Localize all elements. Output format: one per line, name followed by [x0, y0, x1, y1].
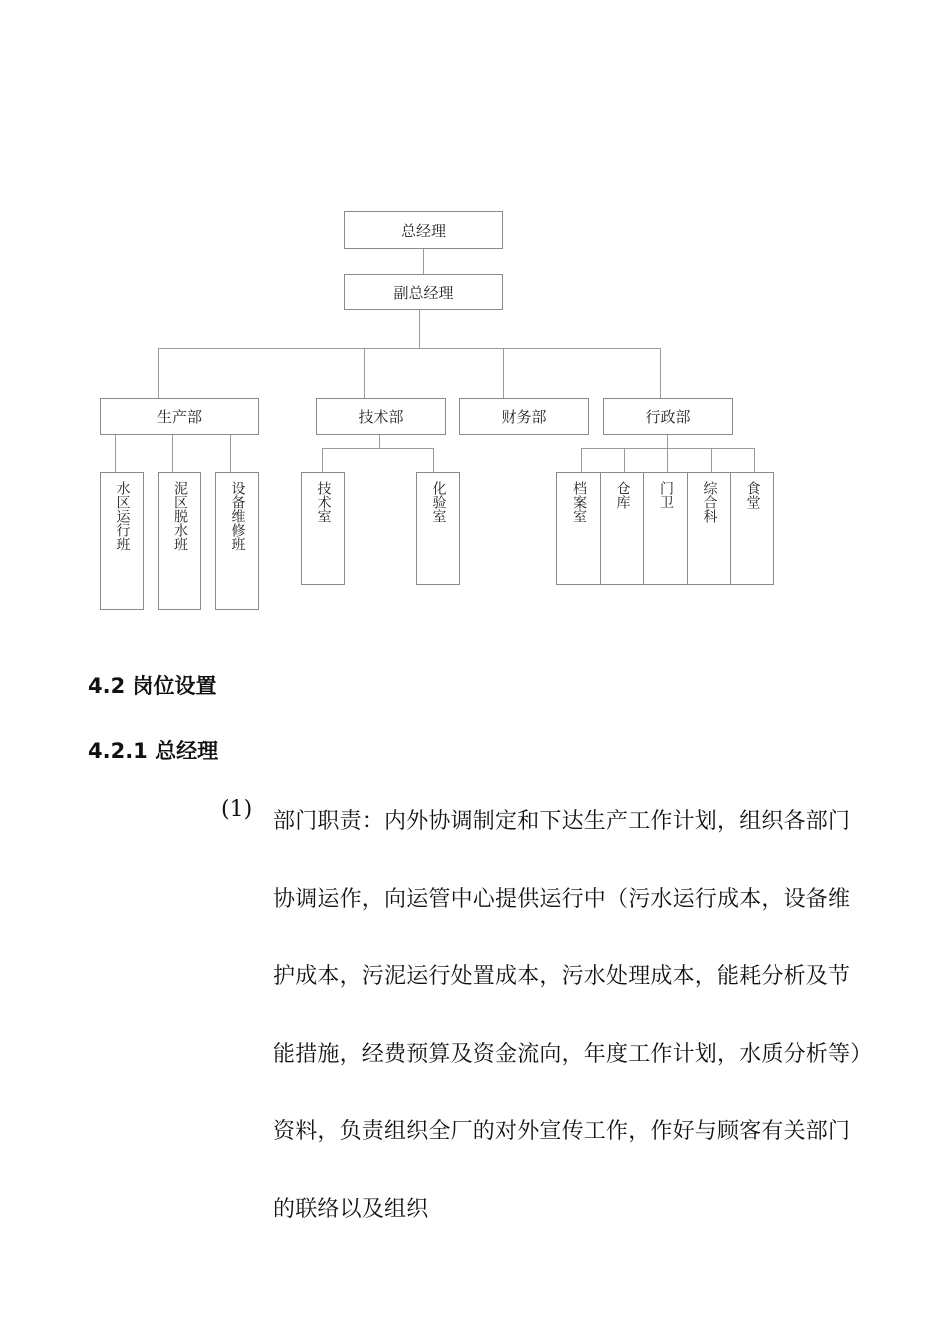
- connector: [433, 448, 434, 472]
- list-item-text: 部门职责：内外协调制定和下达生产工作计划，组织各部门协调运作，向运管中心提供运行中（污水运行成本，设备维护成本，污泥运行处置成本，污水处理成本，能耗分析及节能措施，经费预算及资金流向，年度工作计划，水质分析等）资料，负责组织全厂的对外宣传工作，作好与顾客有关部门的联络以及组织: [273, 809, 862, 1222]
- connector: [364, 348, 365, 398]
- connector: [230, 435, 231, 472]
- unit-label: 综合科: [701, 481, 718, 523]
- connector: [711, 448, 712, 472]
- node-tech-dept: [316, 398, 446, 435]
- connector: [158, 348, 661, 349]
- node-label: 财务部: [501, 408, 547, 426]
- node-label: 副总经理: [393, 283, 454, 302]
- node-label: 总经理: [400, 221, 446, 240]
- unit-tech-office: [301, 472, 345, 585]
- unit-guard: [643, 472, 688, 585]
- unit-label: 技术室: [315, 481, 332, 523]
- node-label: 技术部: [358, 408, 404, 426]
- node-deputy-manager: [344, 274, 503, 310]
- unit-label: 食堂: [744, 481, 761, 509]
- subsection-heading: 4.2.1 总经理: [88, 739, 219, 763]
- node-admin-dept: [603, 398, 733, 435]
- node-finance-dept: [459, 398, 589, 435]
- connector: [423, 249, 424, 274]
- node-label: 生产部: [156, 408, 202, 426]
- unit-lab: [416, 472, 460, 585]
- unit-warehouse: [600, 472, 644, 585]
- connector: [581, 448, 582, 472]
- unit-label: 化验室: [430, 481, 447, 523]
- connector: [667, 448, 668, 472]
- connector: [503, 348, 504, 398]
- unit-canteen: [730, 472, 774, 585]
- unit-label: 门卫: [658, 481, 674, 509]
- unit-label: 档案室: [571, 481, 587, 523]
- unit-equipment-maintenance: [215, 472, 259, 610]
- list-item-number: (1): [221, 797, 253, 822]
- connector: [660, 348, 661, 398]
- unit-water-operation: [100, 472, 144, 610]
- connector: [158, 348, 159, 398]
- connector: [322, 448, 323, 472]
- unit-label: 设备维修班: [229, 481, 246, 551]
- connector: [419, 310, 420, 348]
- connector: [754, 448, 755, 472]
- connector: [322, 448, 434, 449]
- unit-general-section: [687, 472, 731, 585]
- node-production-dept: [100, 398, 259, 435]
- node-label: 行政部: [645, 408, 691, 426]
- section-heading: 4.2 岗位设置: [88, 674, 217, 698]
- connector: [115, 435, 116, 472]
- connector: [667, 435, 668, 448]
- node-general-manager: [344, 211, 503, 249]
- unit-label: 水区运行班: [114, 481, 131, 551]
- unit-archives: [556, 472, 601, 585]
- unit-label: 仓库: [614, 481, 631, 509]
- unit-sludge-dewatering: [158, 472, 201, 610]
- connector: [379, 435, 380, 448]
- unit-label: 泥区脱水班: [172, 481, 188, 551]
- connector: [624, 448, 625, 472]
- connector: [172, 435, 173, 472]
